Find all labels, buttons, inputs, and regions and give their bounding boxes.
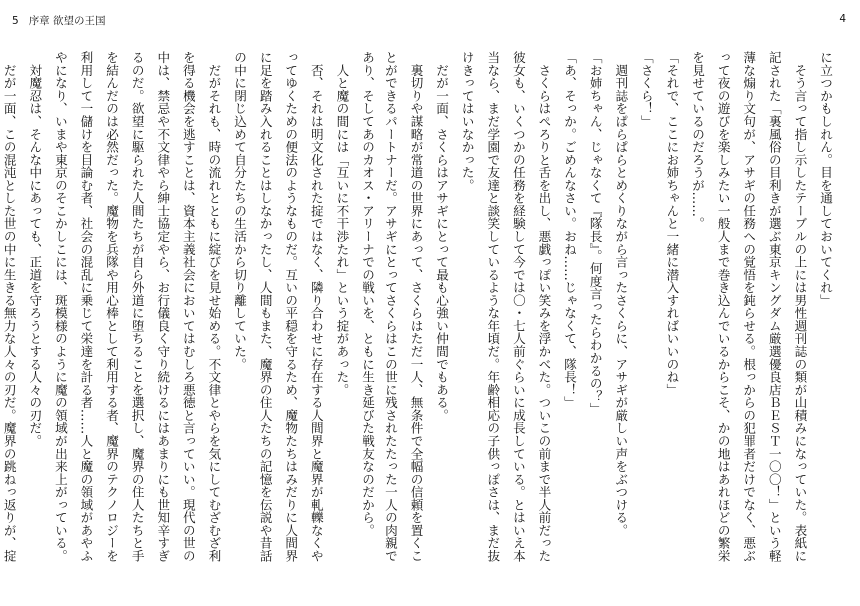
right-paragraph: 「お姉ちゃん、じゃなくて『隊長』。何度言ったらわかるの？」 — [587, 51, 603, 416]
right-paragraph: 裏切りや謀略が常道の世界にあって、さくらはただ一人、無条件で全幅の信頼を置くことができるパートナーだ。アサギにとってさくらはこの世に残されたたった一人の肉親で — [382, 51, 424, 563]
right-paragraph: 「あ、そっか。ごめんなさい。おね……じゃなくて、隊長！」 — [562, 51, 578, 409]
left-paragraph: 否、それは明文化された掟ではなく、隣り合わせに存在する人間界と魔界が軋轢なくやってゆくための便法のようなものだ。互いの平穏を守るため、魔物たちはみだりに人間界に足を踏み入れることはしなかったし、人間もまた、魔界の住人たちの記憶を伝説や昔話の中に閉じ込めて自分たちの生活から切り離していた。 — [232, 51, 324, 563]
left-paragraph: 人と魔の間には「互いに不干渉たれ」という掟があった。 — [334, 51, 350, 397]
right-paragraph: 「それで、ここにお姉ちゃんと一緒に潜入すればいいのね」 — [664, 51, 680, 397]
left-paragraph: 対魔忍は、そんな中にあっても、正道を守ろうとする人々の刃だ。 — [27, 51, 43, 448]
right-paragraph: 「さくら！」 — [638, 51, 654, 128]
left-page-body — [1, 51, 380, 566]
left-paragraph: だが一面、この混沌とした世の中に生きる無力な人々の刃だ。魔界の跳ねっ返りが、掟 — [1, 63, 17, 563]
right-paragraph: だが一面、さくらはアサギにとって最も心強い仲間でもある。 — [434, 51, 450, 422]
right-paragraph: さくらはぺろりと舌を出し、悪戯っぽい笑みを浮かべた。ついこの前まで半人前だった彼女も、いくつかの任務を経験して今では〇・七人前ぐらいに成長している。とはいえ本当なら、まだ学園で友達と談笑しているような年頃だ。年齢相応の子供っぽさは、まだ抜けきってはいなかった。 — [459, 51, 552, 563]
right-page-body — [382, 51, 838, 566]
right-paragraph: に立つかもしれん。目を通しておいてくれ」 — [818, 51, 833, 307]
left-paragraph: あり、そしてあのカオス・アリーナでの戦いを、ともに生き延びた戦友なのだから。 — [360, 51, 375, 537]
page-number-left: 5 — [12, 15, 19, 27]
right-paragraph: そう言って指し示したテーブルの上には男性週刊誌の類が山積みになっていた。表紙に記された「裏風俗の目利きが選ぶ東京キングダム厳選優良店ＢＥＳＴ一〇〇！」という軽薄な煽り文句が、アサギの任務への覚悟を鈍らせる。根っからの犯罪者だけでなく、悪ぶって夜の遊びを楽しみたい一般人まで巻き込んでいるからこそ、かの地はあれほどの繁栄を見せているのだろうが……。 — [690, 51, 808, 563]
chapter-title: 序章 欲望の王国 — [28, 15, 106, 27]
right-paragraph: 週刊誌をぱらぱらとめくりながら言ったさくらに、アサギが厳しい声をぶつける。 — [613, 51, 629, 537]
running-header-left — [12, 13, 106, 28]
left-paragraph: だがそれも、時の流れとともに綻びを見せ始める。不文律とやらを気にしてむざむざ利を得る機会を逃すことは、資本主義社会においてはむしろ悪徳と言っていい。現代の世の中は、禁忌や不文律やら紳士協定やら、お行儀良く守り続けるにはあまりにも世知辛すぎるのだ。欲望に駆られた人間たちが自ら外道に堕ちることを選択し、魔界の住人たちと手を結んだのは必然だった。魔物を兵隊や用心棒として利用する者、魔界のテクノロジーを利用して一儲けを目論む者、社会の混乱に乗じて栄達を計る者……人と魔の領域があやふやになり、いまや東京のそこかしこには、斑模様のように魔の領域が出来上がっている。 — [52, 51, 222, 563]
page-number-right: 4 — [839, 13, 846, 25]
right-page — [382, 0, 860, 606]
